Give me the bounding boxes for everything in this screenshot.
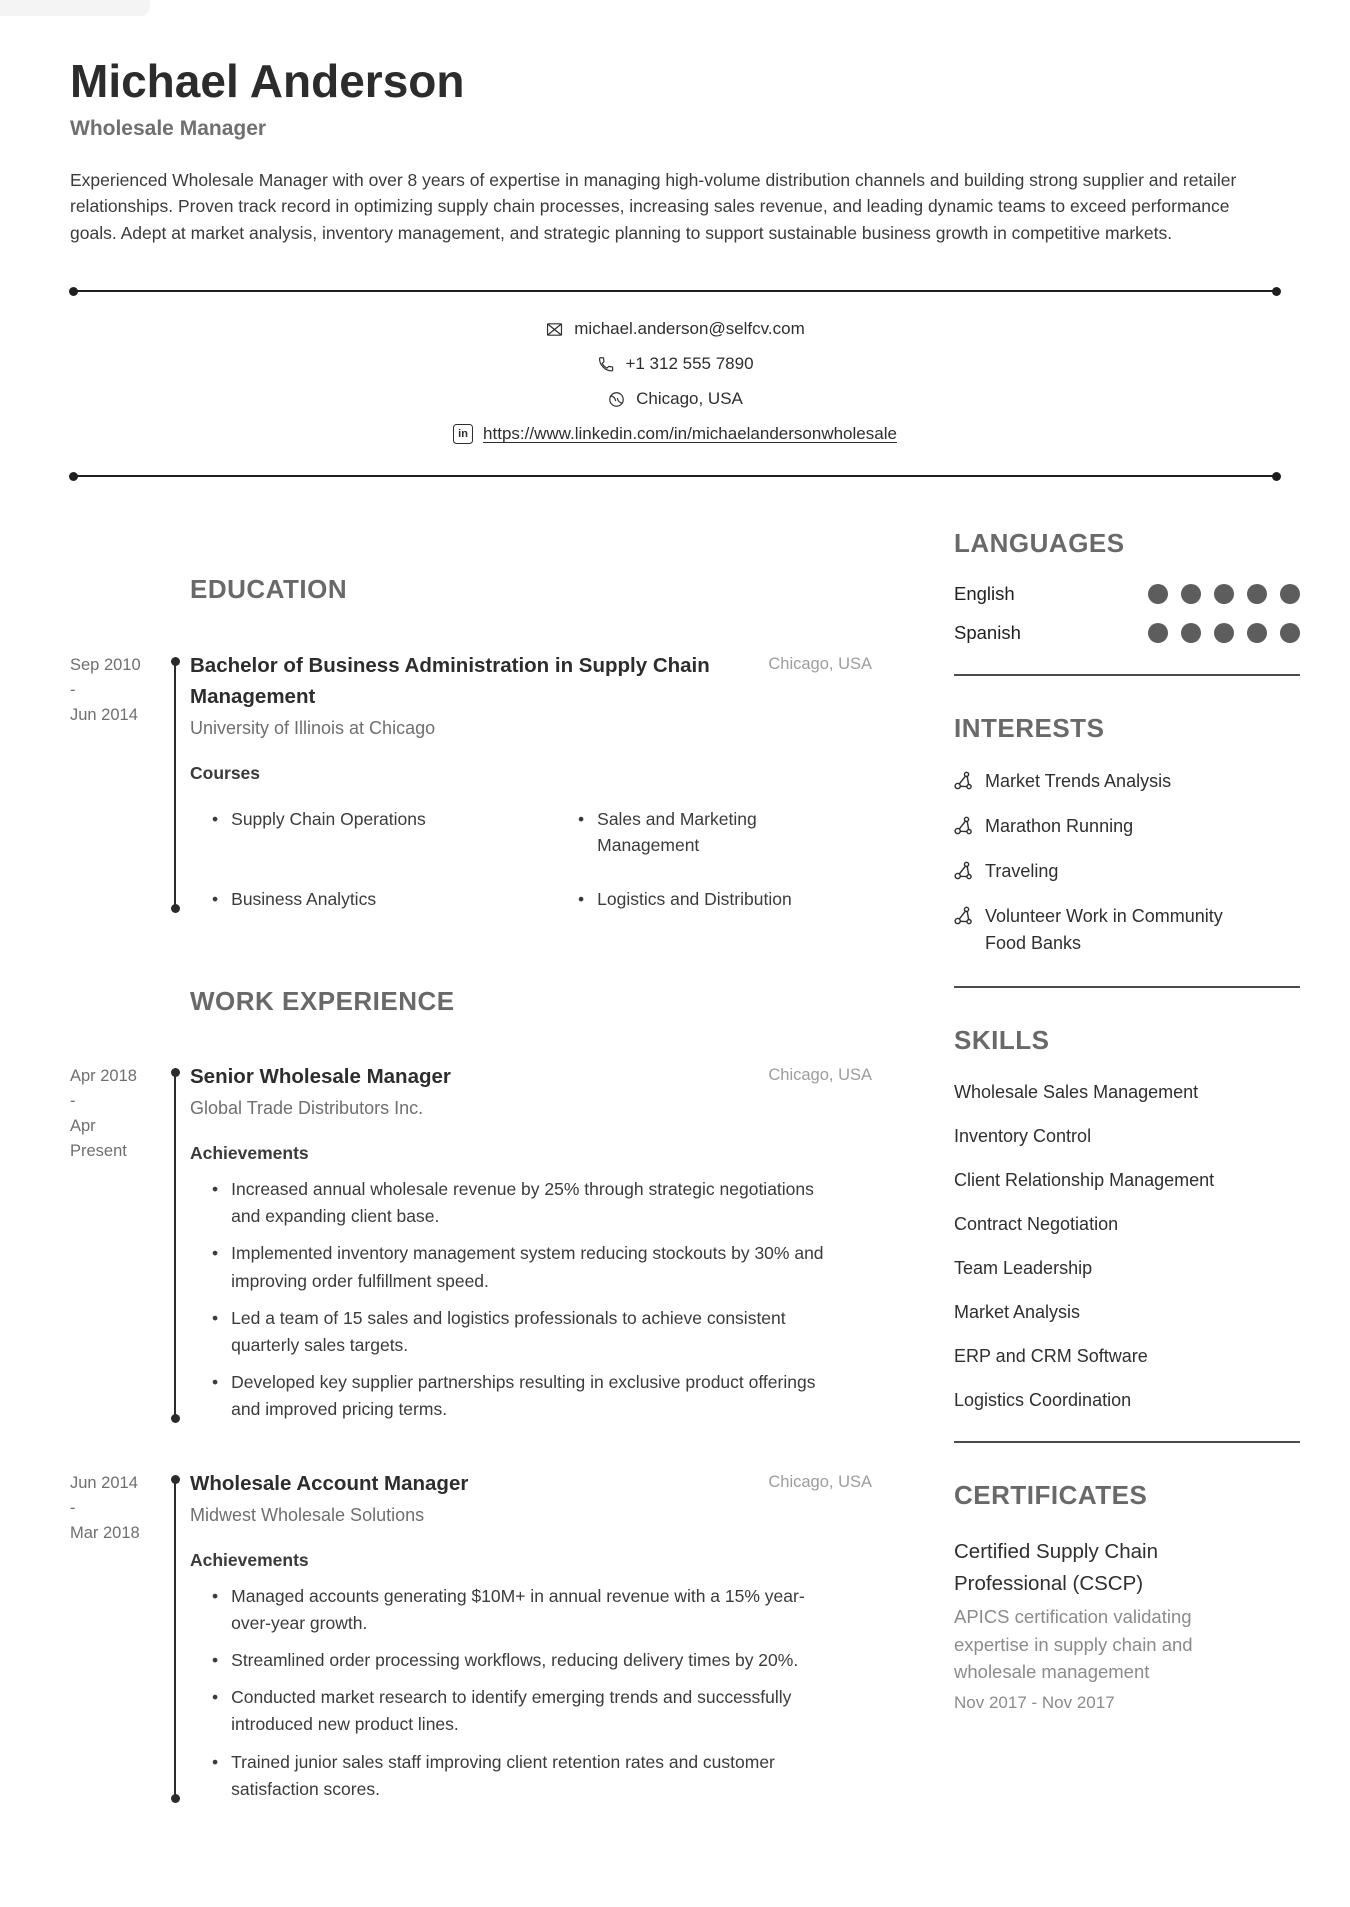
entry-date-line: Jun 2014 (70, 705, 138, 724)
timeline-line (174, 1480, 176, 1798)
institution-name: University of Illinois at Chicago (190, 717, 436, 738)
language-name: English (954, 583, 1015, 605)
entry-date-line: Sep 2010 (70, 656, 141, 675)
interest-item: Volunteer Work in Community Food Banks (954, 903, 1300, 955)
certificate-items (954, 1536, 1300, 1713)
achievement-item: • Increased annual wholesale revenue by 25% through strategic negotiations and expanding client base. (190, 1176, 872, 1230)
contact-location-row (70, 389, 1280, 409)
education-section (70, 575, 872, 912)
left-column (70, 529, 872, 1828)
level-dot (1181, 584, 1201, 604)
interest-nodes-icon (954, 861, 973, 880)
work-entry (70, 1469, 872, 1803)
entry-location: Chicago, USA (768, 1473, 872, 1492)
certificate-date: Nov 2017 - Nov 2017 (954, 1693, 1115, 1713)
entry-date-line: Apr (70, 1116, 96, 1135)
contact-rows (70, 292, 1280, 475)
achievements-label: Achievements (190, 1549, 309, 1570)
language-row (954, 622, 1300, 644)
achievement-item: • Trained junior sales staff improving client retention rates and customer satisfaction scores. (190, 1749, 872, 1803)
skill-item: Logistics Coordination (954, 1389, 1132, 1410)
entry-date-line: - (70, 681, 76, 700)
entry-date-line: - (70, 1498, 76, 1517)
entry-body (190, 651, 872, 912)
linkedin-link[interactable]: https://www.linkedin.com/in/michaelandersonwholesale (483, 424, 897, 444)
email-icon (545, 320, 564, 339)
person-name: Michael Anderson (70, 55, 465, 107)
entry-dates (70, 1062, 164, 1423)
course-item: • Sales and Marketing Management (556, 806, 872, 859)
work-entries (70, 1062, 872, 1802)
timeline (164, 1469, 190, 1803)
interests-heading: INTERESTS (954, 713, 1105, 744)
education-heading: EDUCATION (190, 574, 348, 605)
courses-label: Courses (190, 762, 261, 783)
skill-item: Wholesale Sales Management (954, 1081, 1199, 1102)
languages-heading: LANGUAGES (954, 528, 1125, 559)
position-title: Senior Wholesale Manager (190, 1065, 451, 1089)
sidebar-divider (954, 674, 1300, 676)
timeline (164, 1062, 190, 1423)
company-name: Global Trade Distributors Inc. (190, 1098, 424, 1119)
interest-items (954, 768, 1300, 955)
work-experience-heading: WORK EXPERIENCE (190, 985, 455, 1016)
achievements-list (190, 1583, 872, 1803)
level-dot (1280, 584, 1300, 604)
language-level-dots (1148, 623, 1300, 643)
achievement-item: • Developed key supplier partnerships resulting in exclusive product offerings and improved pricing terms. (190, 1369, 872, 1423)
entry-dates (70, 1469, 164, 1803)
interest-item: Market Trends Analysis (954, 768, 1300, 794)
achievements-label: Achievements (190, 1143, 309, 1164)
certificates-heading: CERTIFICATES (954, 1479, 1148, 1510)
skill-item: Client Relationship Management (954, 1169, 1215, 1190)
contact-phone: +1 312 555 7890 (625, 354, 754, 374)
language-name: Spanish (954, 622, 1021, 644)
interest-nodes-icon (954, 906, 973, 925)
education-entry (70, 651, 872, 912)
location-globe-icon (607, 390, 626, 409)
main-columns (70, 529, 1280, 1828)
interest-item: Marathon Running (954, 813, 1300, 839)
skill-item: Team Leadership (954, 1257, 1093, 1278)
course-item: • Business Analytics (190, 886, 520, 912)
linkedin-icon: in (453, 424, 473, 444)
entry-location: Chicago, USA (768, 655, 872, 674)
achievement-item: • Streamlined order processing workflows, reducing delivery times by 20%. (190, 1647, 872, 1674)
education-entries (70, 651, 872, 912)
skill-item: Contract Negotiation (954, 1213, 1119, 1234)
degree-title: Bachelor of Business Administration in Supply Chain Management (190, 654, 710, 709)
achievement-item: • Conducted market research to identify emerging trends and successfully introduced new product lines. (190, 1684, 872, 1738)
interest-item: Traveling (954, 858, 1300, 884)
timeline-line (174, 662, 176, 907)
language-level-dots (1148, 584, 1300, 604)
work-entry (70, 1062, 872, 1423)
right-column (954, 529, 1300, 1828)
skills-section (954, 1026, 1300, 1411)
entry-date-line: - (70, 1092, 76, 1111)
entry-date-line: Apr 2018 (70, 1067, 137, 1086)
company-name: Midwest Wholesale Solutions (190, 1504, 425, 1525)
entry-location: Chicago, USA (768, 1066, 872, 1085)
interest-nodes-icon (954, 816, 973, 835)
level-dot (1280, 623, 1300, 643)
entry-dates (70, 651, 164, 912)
language-row (954, 583, 1300, 605)
achievements-list (190, 1176, 872, 1423)
contact-section (70, 290, 1280, 477)
achievement-item: • Managed accounts generating $10M+ in annual revenue with a 15% year-over-year growth. (190, 1583, 872, 1637)
language-rows (954, 583, 1300, 644)
certificates-section (954, 1481, 1300, 1714)
skill-items (954, 1082, 1300, 1411)
course-item: • Supply Chain Operations (190, 806, 520, 859)
level-dot (1148, 584, 1168, 604)
sidebar-divider (954, 986, 1300, 988)
skill-item: Inventory Control (954, 1125, 1092, 1146)
level-dot (1214, 584, 1234, 604)
interest-nodes-icon (954, 771, 973, 790)
contact-divider-bottom (70, 475, 1280, 477)
achievement-item: • Implemented inventory management system reducing stockouts by 30% and improving order fulfillment speed. (190, 1240, 872, 1294)
profile-summary: Experienced Wholesale Manager with over 8 years of expertise in managing high-volume distribution channels and building strong supplier and retailer relationships. Proven track record in optimizing supply chain processes, increasing sales revenue, and leading dynamic teams to exceed performance goals. Adept at market analysis, inventory management, and strategic planning to support sustainable business growth in competitive markets. (70, 169, 1237, 243)
certificate-description: APICS certification validating expertise in supply chain and wholesale management (954, 1605, 1193, 1683)
entry-date-line: Jun 2014 (70, 1474, 138, 1493)
timeline-line (174, 1073, 176, 1418)
interests-section (954, 714, 1300, 955)
entry-body (190, 1062, 872, 1423)
level-dot (1148, 623, 1168, 643)
position-title: Wholesale Account Manager (190, 1472, 469, 1496)
achievement-item: • Led a team of 15 sales and logistics professionals to achieve consistent quarterly sales targets. (190, 1305, 872, 1359)
contact-phone-row (70, 354, 1280, 374)
entry-date-line: Mar 2018 (70, 1523, 140, 1542)
courses-list (190, 806, 872, 913)
course-item: • Logistics and Distribution (556, 886, 872, 912)
level-dot (1247, 623, 1267, 643)
certificate-item (954, 1536, 1300, 1713)
skills-heading: SKILLS (954, 1024, 1050, 1055)
work-experience-section (70, 987, 872, 1803)
job-title: Wholesale Manager (70, 116, 267, 140)
entry-date-line: Present (70, 1141, 127, 1160)
corner-artifact (0, 0, 150, 16)
contact-linkedin-row (70, 424, 1280, 444)
level-dot (1214, 623, 1234, 643)
entry-body (190, 1469, 872, 1803)
resume-header (70, 56, 1280, 246)
contact-email: michael.anderson@selfcv.com (574, 319, 805, 339)
contact-divider-top (70, 290, 1280, 292)
level-dot (1247, 584, 1267, 604)
certificate-name: Certified Supply Chain Professional (CSCP) (954, 1540, 1158, 1596)
contact-email-row (70, 319, 1280, 339)
contact-location: Chicago, USA (636, 389, 743, 409)
skill-item: Market Analysis (954, 1301, 1081, 1322)
languages-section (954, 529, 1300, 644)
sidebar-divider (954, 1441, 1300, 1443)
timeline (164, 651, 190, 912)
skill-item: ERP and CRM Software (954, 1345, 1148, 1366)
level-dot (1181, 623, 1201, 643)
phone-icon (596, 355, 615, 374)
